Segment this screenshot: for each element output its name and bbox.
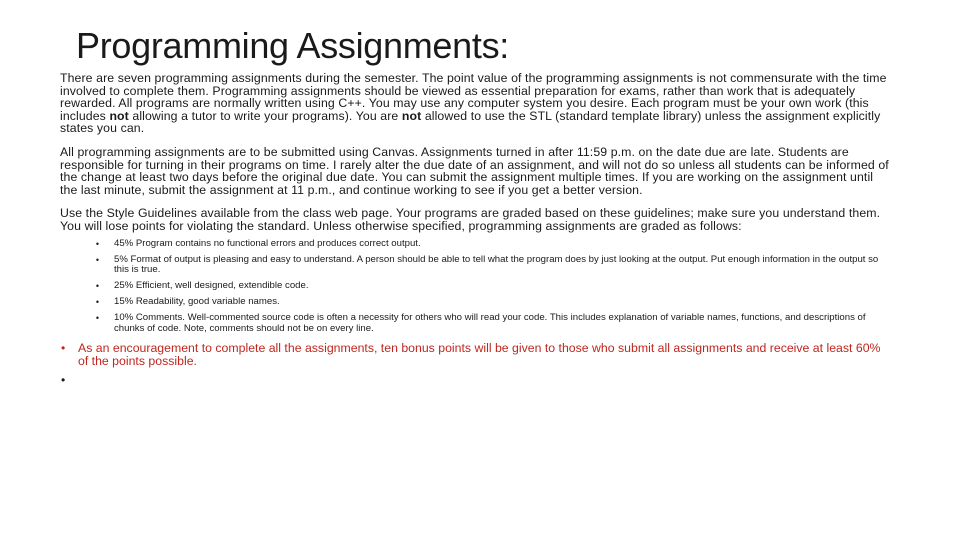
paragraph-style-guidelines: Use the Style Guidelines available from the class web page. Your programs are graded based on these guidelines; make sure you understand them. You will lose points for violating the standard. Unless otherwise specified, programming assignments are graded as follows: <box>60 206 881 233</box>
grading-item-text: 5% Format of output is pleasing and easy to understand. A person should be able to tell what the program does by just looking at the output. Put enough information in the output so this is true. <box>114 253 879 276</box>
grading-item-text: 25% Efficient, well designed, extendible code. <box>114 280 309 292</box>
grading-criteria-list <box>60 239 890 335</box>
grading-item <box>114 297 890 308</box>
emphasis-not: not <box>401 108 422 123</box>
paragraph-text: There are seven programming assignments during the semester. The point value of the programming assignments is not commensurate with the time involved to complete them. Programming assignments should be viewed as essential preparation for exams, rather than work that is adequately rewarded. All programs are normally written using C++. You may use any computer system you desire. Each program must be your own work (this includes <box>60 71 887 123</box>
bonus-note <box>78 342 890 368</box>
paragraph-text: allowing a tutor to write your programs). You are <box>128 108 402 123</box>
grading-item <box>114 239 890 250</box>
page-title: Programming Assignments: <box>76 25 509 66</box>
slide-body <box>60 72 890 393</box>
grading-item <box>114 313 890 334</box>
bonus-list <box>60 342 890 387</box>
empty-bullet-text <box>78 373 81 387</box>
paragraph-submission-policy: All programming assignments are to be submitted using Canvas. Assignments turned in after 11:59 p.m. on the date due are late. Students are responsible for turning in their programs on time. I rarely alter the due date of an assignment, and will not do so unless all students can be informed of the change at least two days before the original due date. You can submit the assignment multiple times. If you are working on the assignment until the last minute, submit the assignment at 11 p.m., and continue working to see if you get a better version. <box>60 144 889 197</box>
paragraph-text: allowed to use the STL (standard template library) unless the assignment explicitly states you can. <box>60 108 881 136</box>
grading-item <box>114 255 890 276</box>
paragraph-assignments-overview <box>60 72 890 135</box>
grading-item-text: 15% Readability, good variable names. <box>114 296 280 308</box>
grading-item-text: 45% Program contains no functional errors and produces correct output. <box>114 237 421 249</box>
bonus-note-text: As an encouragement to complete all the assignments, ten bonus points will be given to those who submit all assignments and receive at least 60% of the points possible. <box>78 341 881 369</box>
empty-bullet-item <box>78 374 890 387</box>
grading-item-text: 10% Comments. Well-commented source code is often a necessity for others who will read your code. This includes explanation of variable names, functions, and descriptions of chunks of code. Note, comments should not be on every line. <box>114 312 866 334</box>
emphasis-not: not <box>109 108 129 123</box>
grading-item <box>114 281 890 292</box>
